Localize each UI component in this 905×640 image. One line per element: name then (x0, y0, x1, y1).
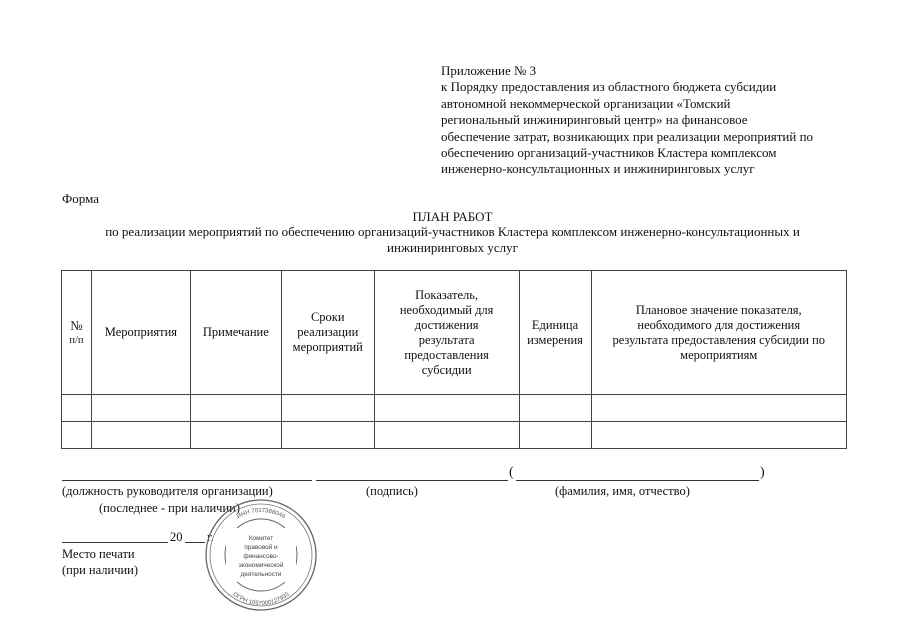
header-unit: Единица измерения (519, 271, 591, 395)
table-cell[interactable] (374, 395, 519, 422)
date-year-suffix: г. (207, 530, 214, 544)
appendix-line: Приложение № 3 (441, 63, 537, 78)
caption-position: (должность руководителя организации) (62, 484, 273, 498)
appendix-header (441, 63, 871, 178)
stamp-line: Комитет (248, 535, 274, 542)
table-cell[interactable] (281, 422, 374, 449)
plan-title: ПЛАН РАБОТ (412, 209, 493, 224)
appendix-line: к Порядку предоставления из областного бюджета субсидии (441, 79, 777, 95)
stamp-line: правовой и (244, 544, 278, 551)
caption-position-note: (последнее - при наличии) (99, 501, 240, 515)
header-events: Мероприятия (91, 271, 190, 395)
appendix-line: автономной некоммерческой организации «Томский (441, 95, 731, 111)
signature-line[interactable] (316, 480, 508, 481)
svg-text:ОГРН 1057000127933 (231, 591, 291, 607)
header-deadlines: Сроки реализации мероприятий (281, 271, 374, 395)
table-cell[interactable] (91, 422, 190, 449)
official-stamp (204, 498, 318, 612)
table-cell[interactable] (91, 395, 190, 422)
plan-table (61, 270, 847, 449)
table-cell[interactable] (519, 395, 591, 422)
full-name-line[interactable] (516, 480, 759, 481)
name-paren-close: ) (760, 465, 765, 480)
table-cell[interactable] (519, 422, 591, 449)
date-year-prefix: 20 (170, 530, 183, 544)
caption-signature: (подпись) (366, 484, 418, 498)
plan-subtitle-line: по реализации мероприятий по обеспечению организаций-участников Кластера комплексом инженерно-консультационных и (105, 224, 800, 239)
table-cell[interactable] (591, 395, 847, 422)
table-row (62, 395, 847, 422)
stamp-top-text: ИНН 7017388049 (236, 507, 286, 521)
table-row (62, 422, 847, 449)
position-line[interactable] (62, 480, 312, 481)
table-cell[interactable] (591, 422, 847, 449)
table-cell[interactable] (190, 422, 281, 449)
stamp-bottom-text: ОГРН 1057000127933 (231, 591, 291, 608)
table-cell[interactable] (374, 422, 519, 449)
header-number: № п/п (62, 271, 92, 395)
header-note: Примечание (190, 271, 281, 395)
appendix-line: обеспечение затрат, возникающих при реализации мероприятий по (441, 128, 814, 144)
plan-subtitle (0, 224, 905, 256)
table-cell[interactable] (281, 395, 374, 422)
plan-subtitle-line: инжиниринговых услуг (387, 240, 518, 255)
header-planned-value: Плановое значение показателя, необходимого для достижения результата предоставления субсидии по мероприятиям (591, 271, 847, 395)
appendix-line: обеспечению организаций-участников Кластера комплексом (441, 145, 777, 161)
header-indicator: Показатель, необходимый для достижения результата предоставления субсидии (374, 271, 519, 395)
table-header-row (62, 271, 847, 395)
form-label: Форма (62, 191, 99, 206)
appendix-line: региональный инжиниринговый центр» на финансовое (441, 112, 748, 128)
stamp-line: финансово- (243, 553, 279, 560)
table-cell[interactable] (62, 395, 92, 422)
caption-full-name: (фамилия, имя, отчество) (555, 484, 690, 498)
date-year-line[interactable] (185, 542, 205, 543)
table-cell[interactable] (62, 422, 92, 449)
stamp-line: экономической (238, 562, 284, 569)
stamp-line: деятельности (240, 571, 282, 578)
table-cell[interactable] (190, 395, 281, 422)
date-line[interactable] (62, 542, 168, 543)
appendix-line: инженерно-консультационных и инжиниринговых услуг (441, 161, 755, 177)
name-paren-open: ( (509, 465, 514, 480)
seal-place: Место печати (при наличии) (62, 547, 139, 577)
